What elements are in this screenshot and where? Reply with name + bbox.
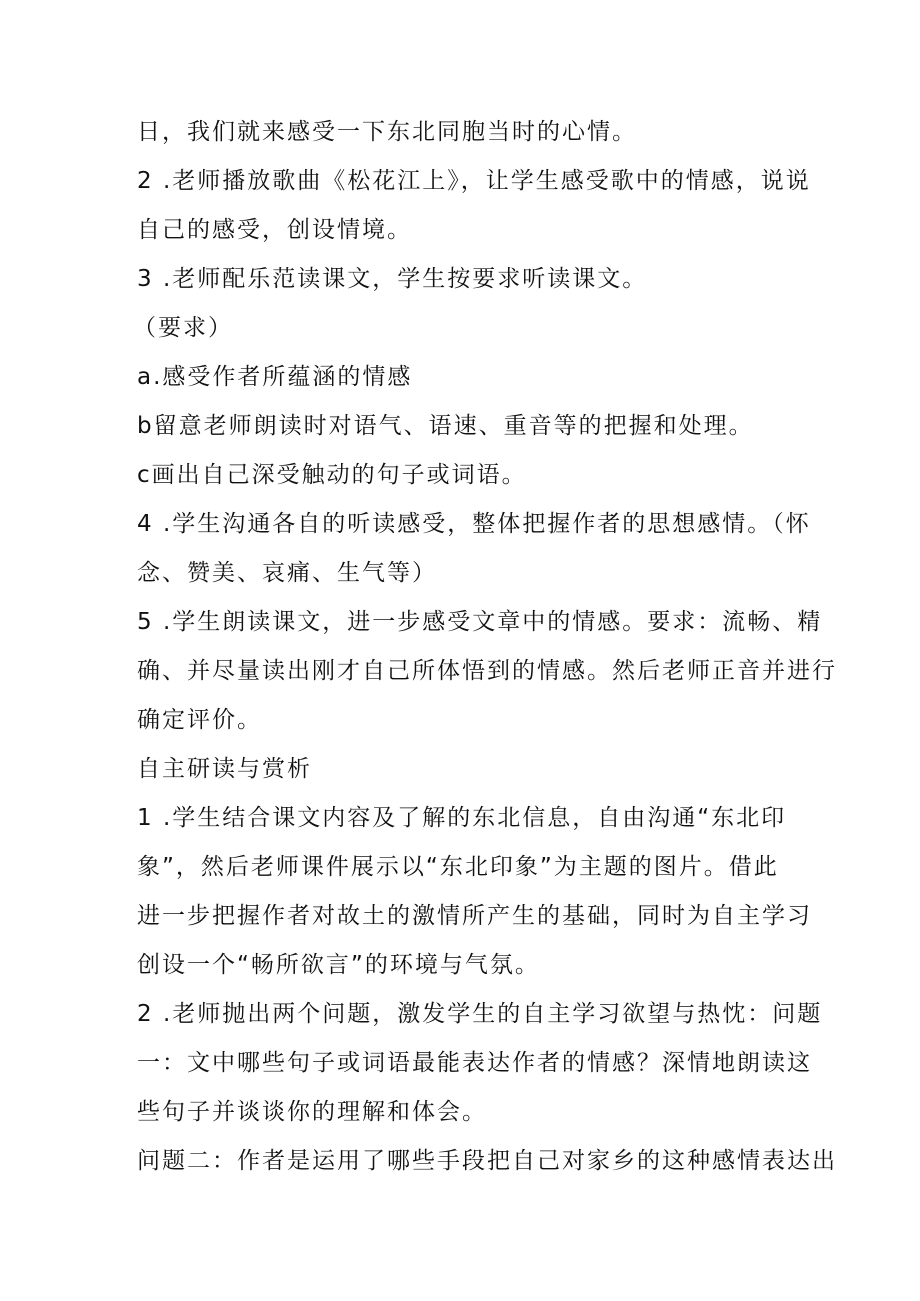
text-line: b留意老师朗读时对语气、语速、重音等的把握和处理。	[137, 413, 754, 439]
text-line: 确、并尽量读出刚才自己所体悟到的情感。然后老师正音并进行	[137, 658, 837, 684]
text-line: 问题二：作者是运用了哪些手段把自己对家乡的这种感情表达出	[137, 1148, 837, 1174]
text-line: 创设一个“畅所欲言”的环境与气氛。	[137, 952, 540, 978]
text-line: 一：文中哪些句子或词语最能表达作者的情感？深情地朗读这	[137, 1050, 812, 1076]
text-line: 2 .老师抛出两个问题，激发学生的自主学习欲望与热忱：问题	[137, 1001, 823, 1027]
text-line: 确定评价。	[137, 707, 262, 733]
text-line: 2 .老师播放歌曲《松花江上》，让学生感受歌中的情感，说说	[137, 168, 811, 194]
text-line: 5 .学生朗读课文，进一步感受文章中的情感。要求：流畅、精	[137, 609, 823, 635]
text-line: （要求）	[133, 315, 233, 341]
text-line: 1 .学生结合课文内容及了解的东北信息，自由沟通“东北印	[137, 805, 787, 831]
text-line: c画出自己深受触动的句子或词语。	[137, 462, 527, 488]
text-line: 进一步把握作者对故土的激情所产生的基础，同时为自主学习	[137, 903, 812, 929]
text-line: 3 .老师配乐范读课文，学生按要求听读课文。	[137, 266, 648, 292]
text-line: 些句子并谈谈你的理解和体会。	[137, 1099, 487, 1125]
text-line: 念、赞美、哀痛、生气等）	[137, 560, 437, 586]
text-line: 自己的感受，创设情境。	[137, 217, 412, 243]
text-line: 象”，然后老师课件展示以“东北印象”为主题的图片。借此	[137, 854, 779, 880]
text-line: 4 .学生沟通各自的听读感受，整体把握作者的思想感情。（怀	[137, 511, 811, 537]
text-line: 日，我们就来感受一下东北同胞当时的心情。	[137, 119, 637, 145]
text-line: a.感受作者所蕴涵的情感	[137, 364, 413, 390]
section-heading: 自主研读与赏析	[137, 756, 312, 782]
